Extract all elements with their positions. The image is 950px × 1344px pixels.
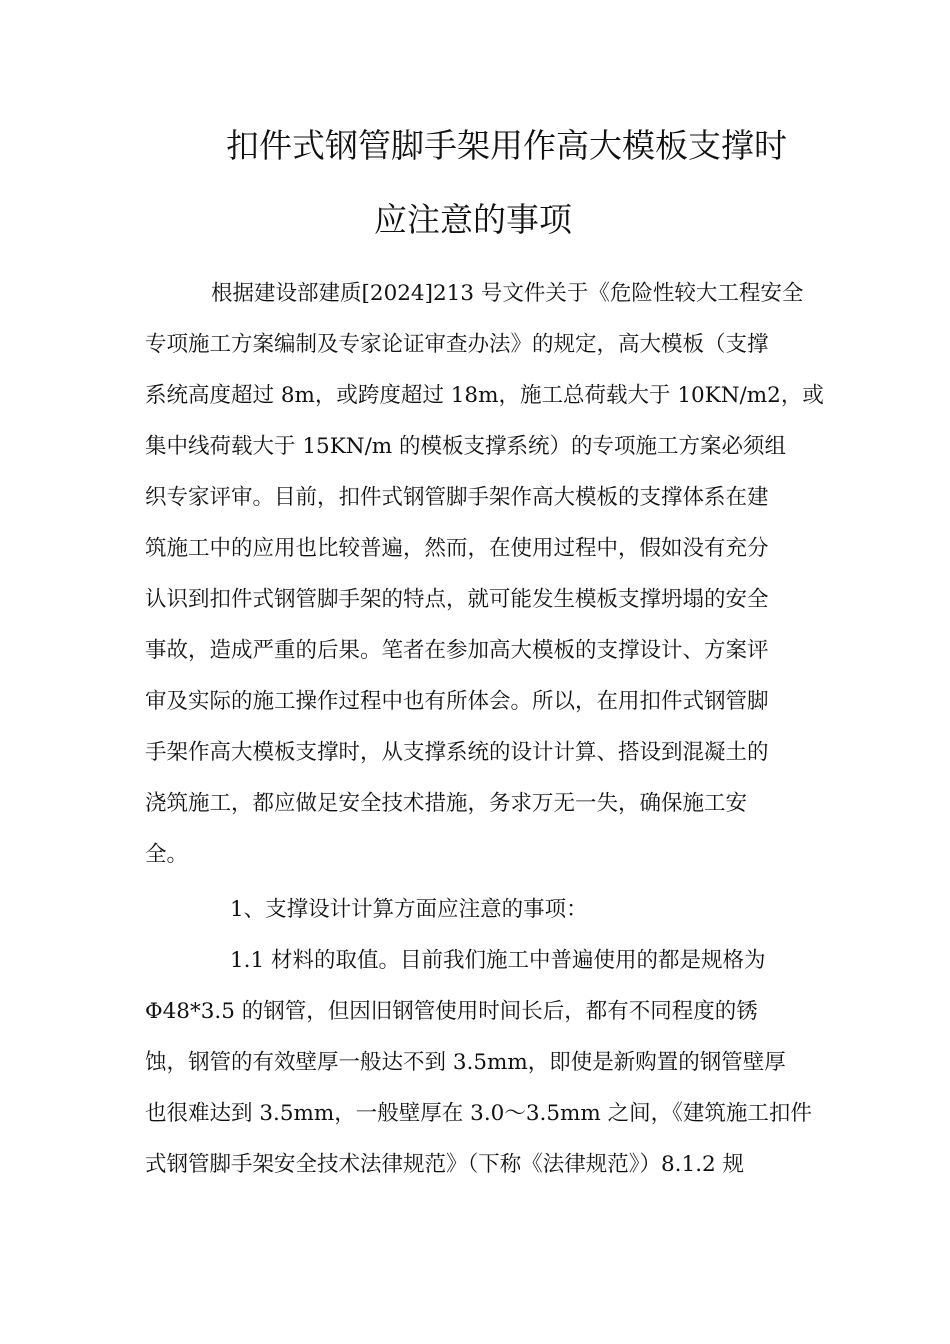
paragraph-line: 认识到扣件式钢管脚手架的特点，就可能发生模板支撑坍塌的安全 (145, 587, 769, 612)
paragraph-line: 集中线荷载大于 15KN/m 的模板支撑系统）的专项施工方案必须组 (145, 434, 787, 459)
document-title-line-2: 应注意的事项 (374, 200, 572, 239)
paragraph-line: 专项施工方案编制及专家论证审查办法》的规定，高大模板（支撑 (145, 332, 769, 357)
paragraph-line: 浇筑施工，都应做足安全技术措施，务求万无一失，确保施工安 (145, 791, 748, 816)
paragraph-line: 审及实际的施工操作过程中也有所体会。所以，在用扣件式钢管脚 (145, 689, 769, 714)
document-title-line-1: 扣件式钢管脚手架用作高大模板支撑时 (226, 126, 787, 165)
paragraph-line: 手架作高大模板支撑时，从支撑系统的设计计算、搭设到混凝土的 (145, 740, 769, 765)
paragraph-line: 筑施工中的应用也比较普遍，然而，在使用过程中，假如没有充分 (145, 536, 769, 561)
paragraph-line: Φ48*3.5 的钢管，但因旧钢管使用时间长后，都有不同程度的锈 (145, 999, 758, 1024)
paragraph-line: 织专家评审。目前，扣件式钢管脚手架作高大模板的支撑体系在建 (145, 485, 769, 510)
paragraph-line: 根据建设部建质[2024]213 号文件关于《危险性较大工程安全 (211, 281, 804, 306)
section-heading: 1、支撑设计计算方面应注意的事项： (230, 897, 588, 922)
paragraph-line: 全。 (145, 842, 189, 867)
paragraph-line: 蚀，钢管的有效壁厚一般达不到 3.5mm，即使是新购置的钢管壁厚 (145, 1050, 786, 1075)
paragraph-line: 事故，造成严重的后果。笔者在参加高大模板的支撑设计、方案评 (145, 638, 769, 663)
paragraph-line: 式钢管脚手架安全技术法律规范》（下称《法律规范》）8.1.2 规 (145, 1152, 745, 1177)
paragraph-line: 系统高度超过 8m，或跨度超过 18m，施工总荷载大于 10KN/m2，或 (145, 383, 824, 408)
paragraph-line: 也很难达到 3.5mm，一般壁厚在 3.0～3.5mm 之间，《建筑施工扣件 (145, 1101, 812, 1126)
paragraph-line: 1.1 材料的取值。目前我们施工中普遍使用的都是规格为 (230, 948, 766, 973)
